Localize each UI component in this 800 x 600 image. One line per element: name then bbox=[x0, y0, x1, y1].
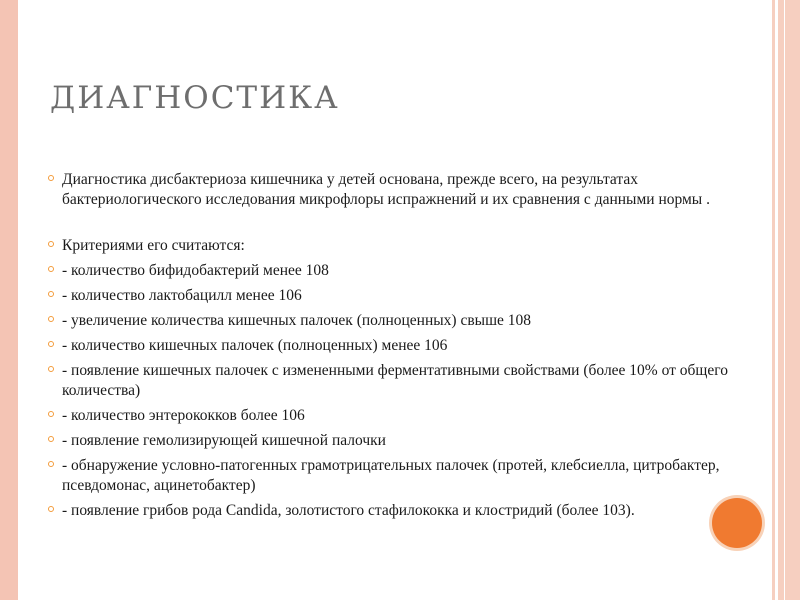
right-stripe-line bbox=[775, 0, 778, 600]
bullet-icon bbox=[48, 291, 54, 297]
list-item-text: Критериями его считаются: bbox=[62, 237, 245, 254]
list-item bbox=[48, 406, 763, 426]
bullet-icon bbox=[48, 316, 54, 322]
list-item-text: - количество энтерококков более 106 bbox=[62, 407, 305, 424]
list-item-text: - обнаружение условно-патогенных грамотрицательных палочек (протей, клебсиелла, цитробактер, псевдомонас, ацинетобактер) bbox=[62, 457, 720, 494]
bullet-icon bbox=[48, 266, 54, 272]
list-item-text: Диагностика дисбактериоза кишечника у детей основана, прежде всего, на результатах бактериологического исследования микрофлоры испражнений и их сравнения с данными нормы . bbox=[62, 171, 710, 208]
list-item bbox=[48, 501, 763, 521]
bullet-icon bbox=[48, 341, 54, 347]
bullet-icon bbox=[48, 411, 54, 417]
list-item bbox=[48, 431, 763, 451]
list-item bbox=[48, 311, 763, 331]
bullet-icon bbox=[48, 366, 54, 372]
list-item-text: - появление гемолизирующей кишечной палочки bbox=[62, 432, 386, 449]
list-item-text: - появление кишечных палочек с измененными ферментативными свойствами (более 10% от общего количества) bbox=[62, 362, 728, 399]
right-stripe-line bbox=[784, 0, 785, 600]
bullet-icon bbox=[48, 436, 54, 442]
slide-body bbox=[48, 170, 763, 526]
decor-circle bbox=[712, 498, 762, 548]
list-item-text: - количество кишечных палочек (полноценных) менее 106 bbox=[62, 337, 448, 354]
list-item bbox=[48, 236, 763, 256]
list-item bbox=[48, 286, 763, 306]
slide-title: ДИАГНОСТИКА bbox=[50, 80, 340, 116]
bullet-icon bbox=[48, 175, 54, 181]
left-decor-stripe bbox=[0, 0, 18, 600]
bullet-icon bbox=[48, 461, 54, 467]
list-item bbox=[48, 456, 763, 496]
list-item-text: - появление грибов рода Candida, золотистого стафилококка и клостридий (более 103). bbox=[62, 502, 635, 519]
bullet-icon bbox=[48, 506, 54, 512]
list-item bbox=[48, 261, 763, 281]
list-item bbox=[48, 170, 763, 210]
list-item bbox=[48, 361, 763, 401]
list-item bbox=[48, 336, 763, 356]
list-item-text: - увеличение количества кишечных палочек (полноценных) свыше 108 bbox=[62, 312, 532, 329]
bullet-icon bbox=[48, 241, 54, 247]
list-item-text: - количество лактобацилл менее 106 bbox=[62, 287, 302, 304]
list-item-text: - количество бифидобактерий менее 108 bbox=[62, 262, 329, 279]
